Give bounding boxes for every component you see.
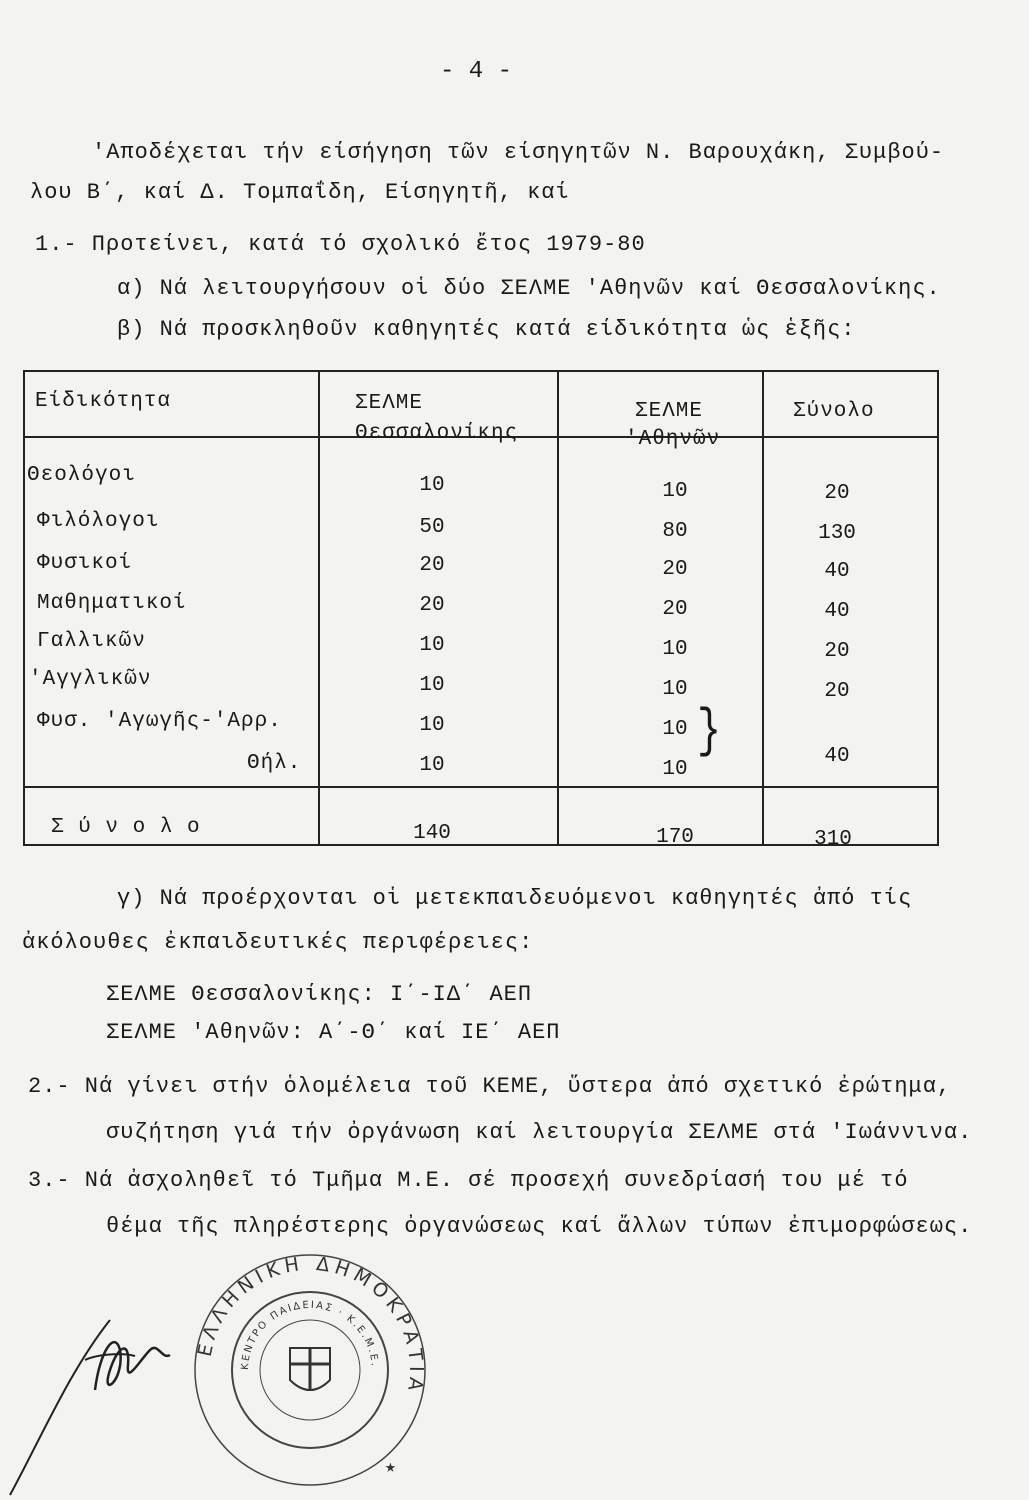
thess-value: 20 [419,594,445,617]
footer-label: Σ ύ ν ο λ ο [51,816,201,839]
signature [0,1290,200,1500]
thess-value: 10 [419,674,445,697]
ath-value: 80 [662,520,688,543]
header-ath-1: ΣΕΛΜΕ [635,400,704,423]
header-thess-1: ΣΕΛΜΕ [355,392,424,415]
ath-value: 10 [662,638,688,661]
row-name: Μαθηματικοί [37,592,187,615]
region-thess: ΣΕΛΜΕ Θεσσαλονίκης: Ι΄-ΙΔ΄ ΑΕΠ [106,982,533,1007]
thess-value: 50 [419,516,445,539]
seal-outer-text: ΕΛΛΗΝΙΚΗ ΔΗΜΟΚΡΑΤΙΑ [193,1252,428,1398]
row-name: Θήλ. [247,752,302,775]
footer-ath: 170 [656,826,694,849]
total-value: 40 [824,600,850,623]
item-2-line-1: 2.- Νά γίνει στήν ὁλομέλεια τοῦ ΚΕΜΕ, ὕστερα ἀπό σχετικό ἐρώτημα, [28,1074,952,1099]
seal-inner-text: ΚΕΝΤΡΟ ΠΑΙΔΕΙΑΣ · Κ.Ε.Μ.Ε. [239,1299,380,1371]
ath-value: 20 [662,598,688,621]
item-c-line-1: γ) Νά προέρχονται οἱ μετεκπαιδευόμενοι καθηγητές ἀπό τίς [117,886,913,911]
item-1a-text: α) Νά λειτουργήσουν οἱ δύο ΣΕΛΜΕ 'Αθηνῶν καί Θεσσαλονίκης. [117,276,941,301]
specialty-table [23,370,939,851]
col-divider-3 [762,372,764,844]
item-c-line-2: ἀκόλουθες ἐκπαιδευτικές περιφέρειες: [22,930,534,955]
thess-value: 10 [419,474,445,497]
official-seal [190,1250,430,1490]
thess-value: 10 [419,754,445,777]
ath-value: 10 [662,678,688,701]
total-value: 20 [824,482,850,505]
row-name: Φιλόλογοι [37,510,160,533]
row-name: Θεολόγοι [27,464,136,487]
region-athens: ΣΕΛΜΕ 'Αθηνῶν: Α΄-Θ΄ καί ΙΕ΄ ΑΕΠ [106,1020,561,1045]
header-thess-2: Θεσσαλονίκης [355,422,519,445]
thess-value: 10 [419,714,445,737]
intro-line-1: 'Αποδέχεται τήν είσήγηση τῶν είσηγητῶν Ν. Βαρουχάκη, Συμβού- [92,140,945,165]
row-name: Γαλλικῶν [37,630,146,653]
row-name: Φυσ. 'Αγωγῆς-'Αρρ. [37,710,282,733]
pe-total-value: 40 [824,745,850,768]
header-ath-2: 'Αθηνῶν [625,428,721,451]
row-name: 'Αγγλικῶν [29,668,152,691]
intro-line-2: λου Β΄, καί Δ. Τομπαΐδη, Είσηγητῆ, καί [30,180,570,205]
coat-of-arms-icon [290,1348,330,1390]
item-3-line-2: θέμα τῆς πληρέστερης ὀργανώσεως καί ἄλλων τύπων ἐπιμορφώσεως. [106,1214,973,1239]
col-divider-1 [318,372,320,844]
total-value: 20 [824,640,850,663]
item-2-line-2: συζήτηση γιά τήν ὀργάνωση καί λειτουργία ΣΕΛΜΕ στά 'Ιωάννινα. [106,1120,973,1145]
header-specialty: Είδικότητα [35,390,172,413]
total-value: 40 [824,560,850,583]
thess-value: 10 [419,634,445,657]
ath-value: 10 [662,480,688,503]
header-total: Σύνολο [793,400,875,423]
ath-value: 20 [662,558,688,581]
row-name: Φυσικοί [37,552,133,575]
item-1b-text: β) Νά προσκληθοῦν καθηγητές κατά είδικότητα ὡς ἑξῆς: [117,317,856,342]
brace-symbol: } [697,702,722,763]
item-3-line-1: 3.- Νά ἀσχοληθεῖ τό Τμῆμα Μ.Ε. σέ προσεχή συνεδρίασή του μέ τό [28,1168,909,1193]
page-number: - 4 - [440,58,513,85]
footer-thess: 140 [413,822,451,845]
star-icon: ★ [385,1458,396,1478]
footer-total: 310 [814,828,852,851]
ath-value: 10 [662,758,688,781]
total-value: 130 [818,522,856,545]
footer-divider [25,786,937,788]
thess-value: 20 [419,554,445,577]
col-divider-2 [557,372,559,844]
total-value: 20 [824,680,850,703]
item-1-text: 1.- Προτείνει, κατά τό σχολικό ἔτος 1979-80 [35,232,646,257]
ath-value: 10 [662,718,688,741]
